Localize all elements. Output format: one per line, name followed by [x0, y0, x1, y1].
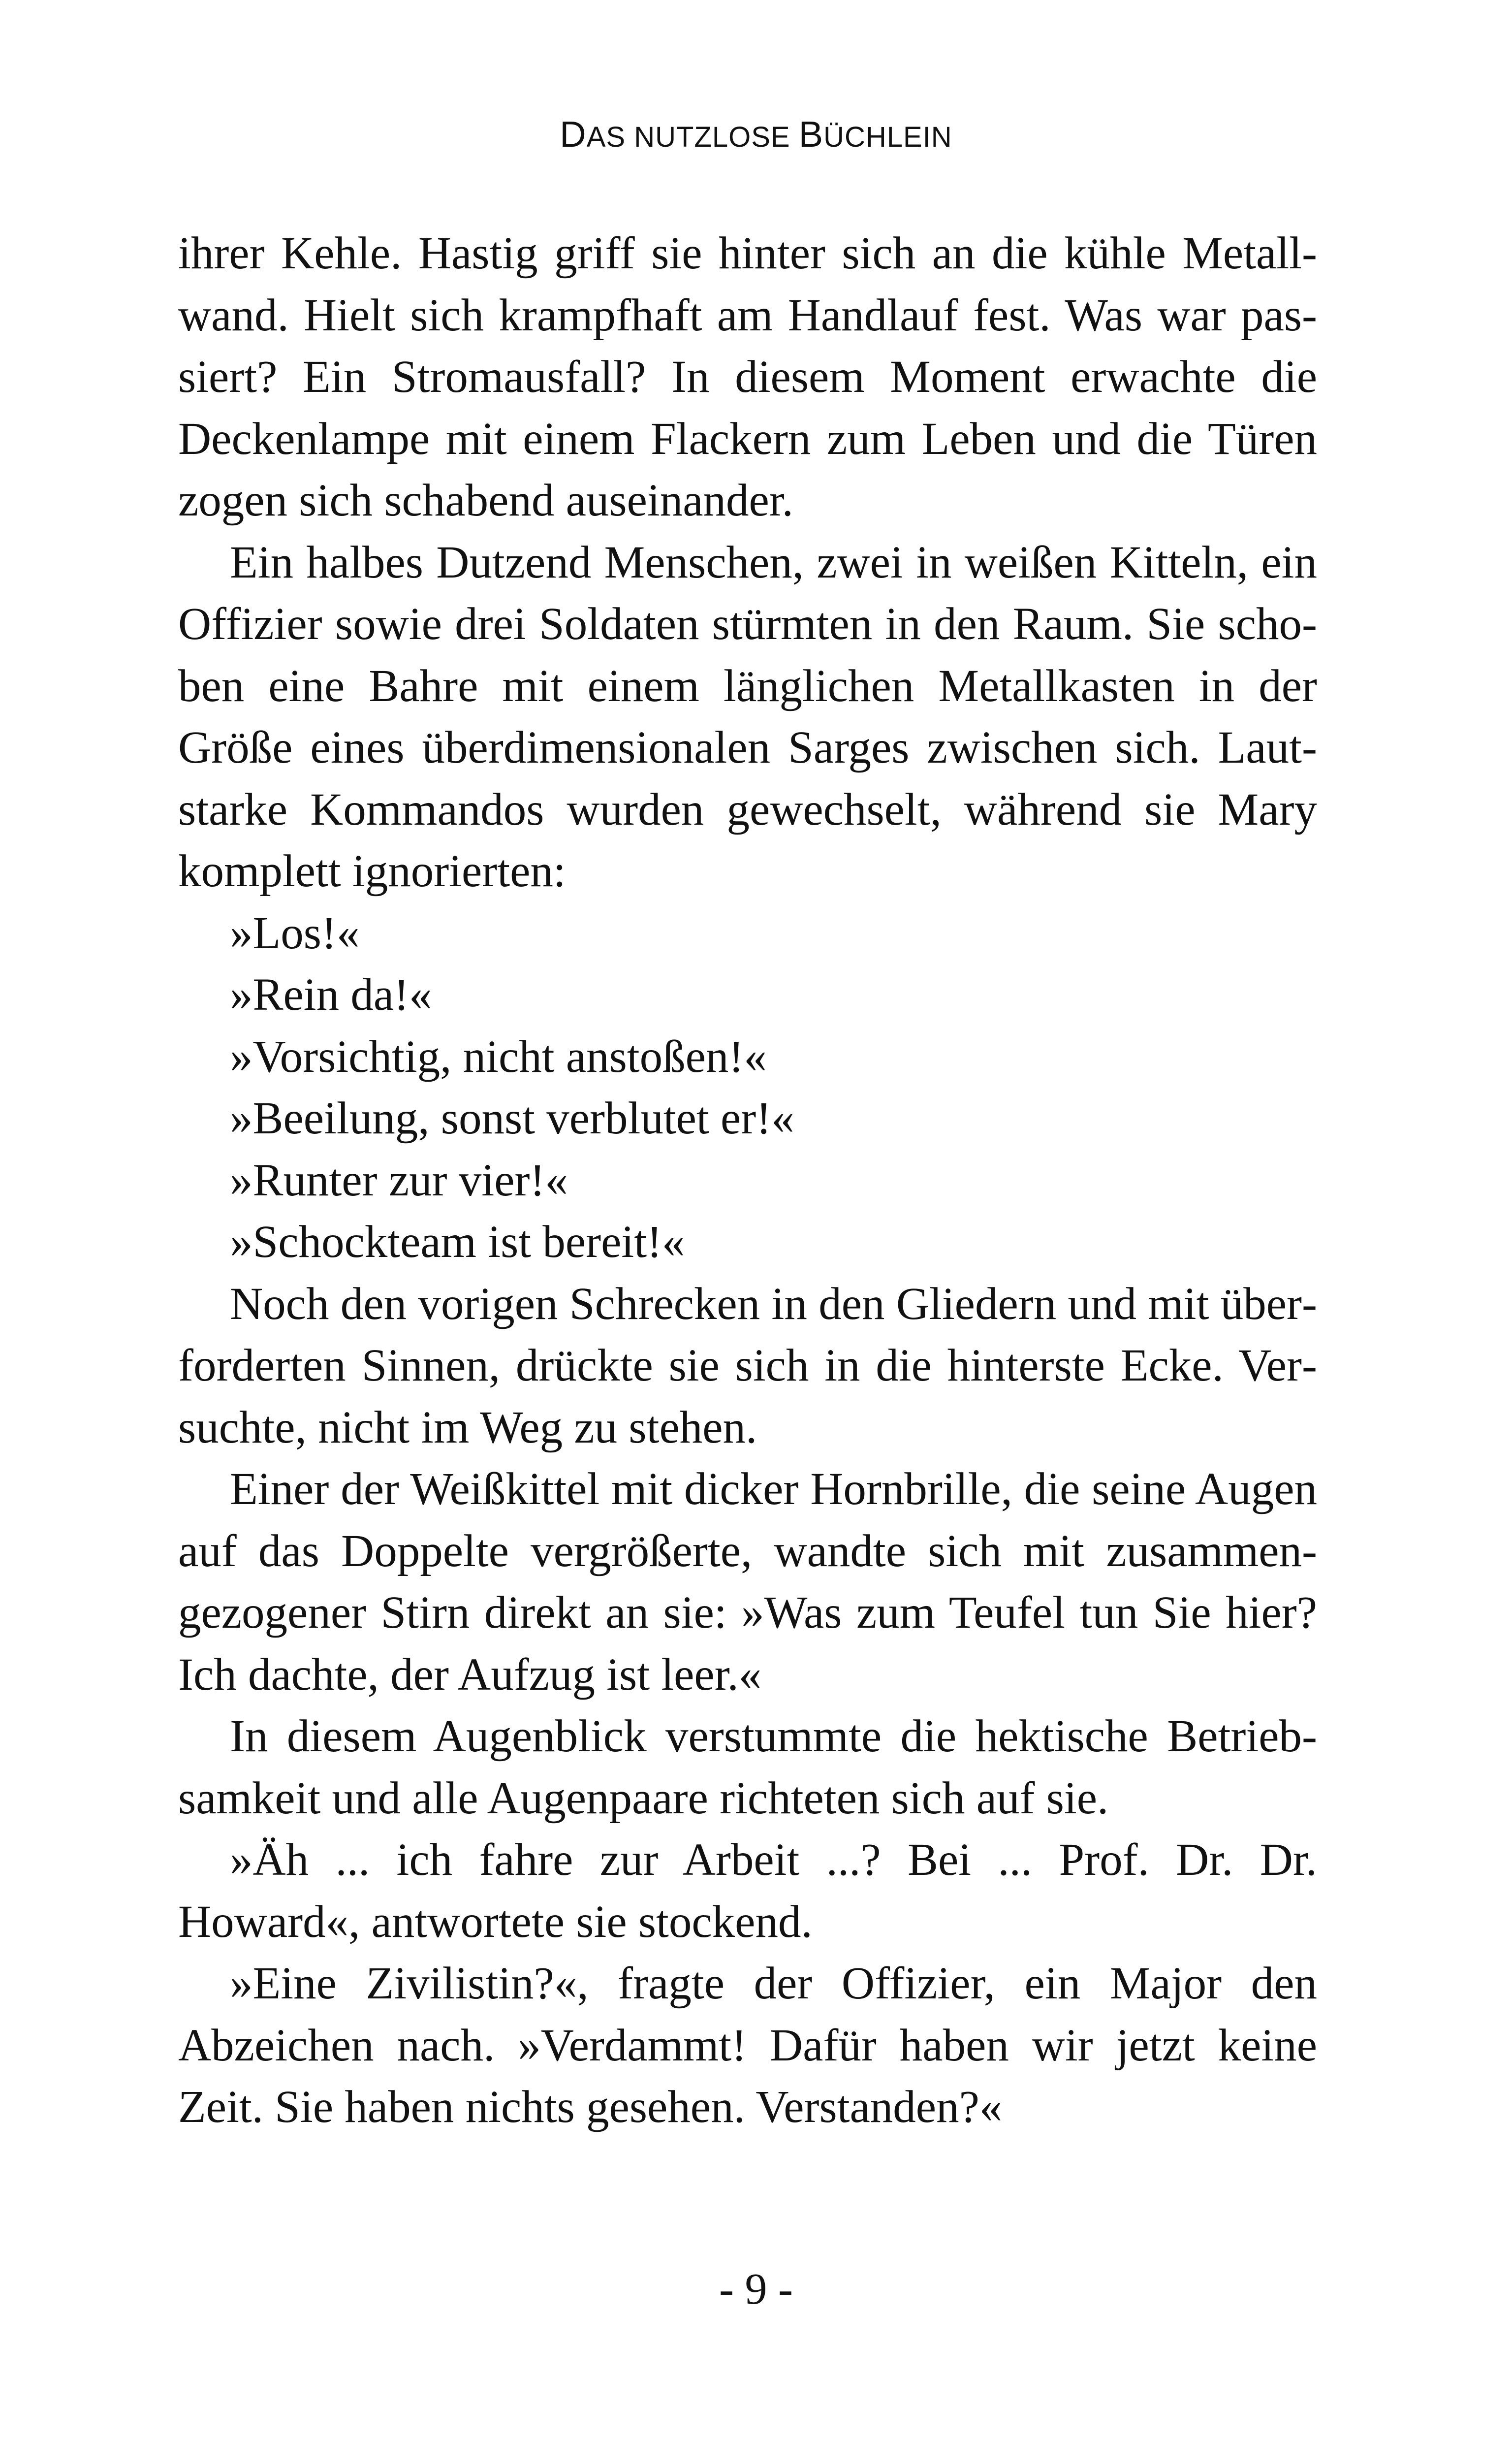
paragraph: »Eine Zivilistin?«, fragte der Offizier, ein Major den Abzeichen nach. »Verdammt! Dafür haben wir jetzt keine Zeit. Sie haben nichts gesehen. Verstanden?«: [178, 1958, 1317, 2132]
paragraph: Ein halbes Dutzend Menschen, zwei in weißen Kitteln, ein Offizier sowie drei Soldaten stürmten in den Raum. Sie schoben eine Bahre mit einem länglichen Metallkasten in der Größe eines überdimensionalen Sarges zwischen sich. Lautstarke Kommandos wurden gewechselt, während sie Mary komplett ignorierten:: [178, 537, 1317, 897]
header-initial-2: B: [798, 114, 824, 155]
dialogue-line: »Rein da!«: [230, 969, 432, 1020]
dialogue-line: »Runter zur vier!«: [230, 1155, 568, 1206]
page-number: - 9 -: [719, 2265, 793, 2314]
header-initial-1: D: [560, 114, 587, 155]
dialogue-line: »Schockteam ist bereit!«: [230, 1217, 685, 1267]
running-header: [0, 112, 1512, 160]
dialogue-line: »Los!«: [230, 907, 360, 959]
header-smallcaps-1: AS NUTZLOSE: [586, 121, 799, 153]
paragraph: »Äh ... ich fahre zur Arbeit ...? Bei ... Prof. Dr. Dr. Howard«, antwortete sie stockend.: [178, 1834, 1317, 1947]
dialogue-line: »Beeilung, sonst verblutet er!«: [230, 1093, 794, 1144]
dialogue-line: »Vorsichtig, nicht anstoßen!«: [230, 1031, 767, 1082]
paragraph-continued: ihrer Kehle. Hastig griff sie hinter sich an die kühle Metallwand. Hielt sich krampfhaft am Handlauf fest. Was war passiert? Ein Stromausfall? In diesem Moment erwachte die Deckenlampe mit einem Flackern zum Leben und die Türen zogen sich schabend auseinander.: [178, 228, 1317, 526]
paragraph: In diesem Augenblick verstummte die hektische Betriebsamkeit und alle Augenpaare richteten sich auf sie.: [178, 1711, 1317, 1824]
body-text: [178, 223, 1317, 2138]
header-smallcaps-2: ÜCHLEIN: [823, 121, 952, 153]
paragraph: Noch den vorigen Schrecken in den Gliedern und mit überforderten Sinnen, drückte sie sich in die hinterste Ecke. Versuchte, nicht im Weg zu stehen.: [178, 1278, 1317, 1453]
paragraph: Einer der Weißkittel mit dicker Hornbrille, die seine Augen auf das Doppelte vergrößerte, wandte sich mit zusammengezogener Stirn direkt an sie: »Was zum Teufel tun Sie hier? Ich dachte, der Aufzug ist leer.«: [178, 1464, 1317, 1700]
